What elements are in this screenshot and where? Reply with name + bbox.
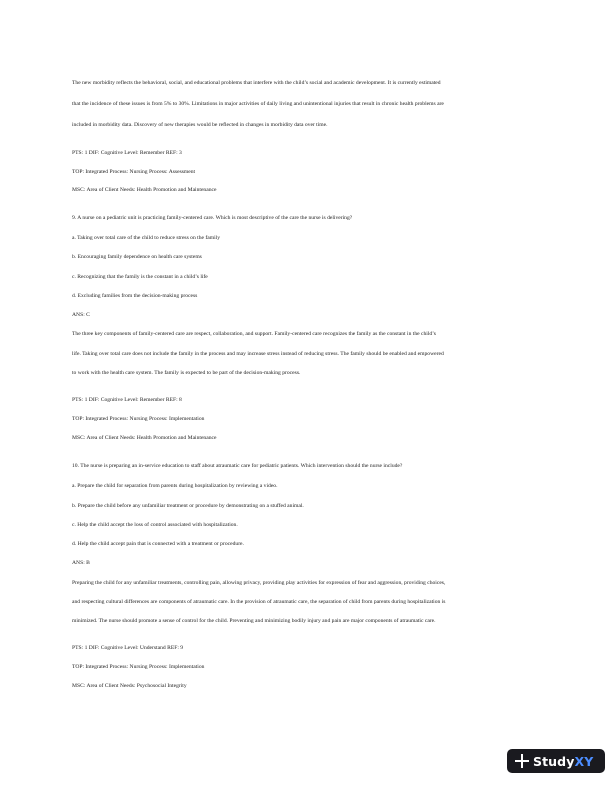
text-line: TOP: Integrated Process: Nursing Process: Implementation [72, 664, 205, 670]
studyxy-badge[interactable] [507, 749, 605, 773]
text-line: TOP: Integrated Process: Nursing Process: Implementation [72, 416, 205, 422]
text-line: MSC: Area of Client Needs: Health Promotion and Maintenance [72, 187, 217, 193]
text-line: to work with the health care system. The family is expected to be part of the decision-making process. [72, 370, 301, 376]
logo-part-study: Study [533, 753, 575, 769]
answer-option: c. Recognizing that the family is the constant in a child’s life [72, 274, 208, 280]
answer-option: d. Excluding families from the decision-making process [72, 293, 198, 299]
text-line: PTS: 1 DIF: Cognitive Level: Remember REF: 3 [72, 150, 182, 156]
text-line: PTS: 1 DIF: Cognitive Level: Remember REF: 8 [72, 397, 182, 403]
question-stem: 9. A nurse on a pediatric unit is practicing family-centered care. Which is most descriptive of the care the nurse is delivering? [72, 215, 353, 221]
answer-option: d. Help the child accept pain that is connected with a treatment or procedure. [72, 541, 244, 547]
logo-part-xy: XY [574, 753, 594, 769]
text-line: Preparing the child for any unfamiliar treatments, controlling pain, allowing privacy, providing play activities for expression of fear and aggression, providing choices, [72, 580, 446, 586]
text-line: The new morbidity reflects the behavioral, social, and educational problems that interfere with the child’s social and academic development. It is currently estimated [72, 80, 441, 86]
text-line: TOP: Integrated Process: Nursing Process: Assessment [72, 169, 196, 175]
studyxy-logo-text [533, 754, 593, 769]
question-stem: 10. The nurse is preparing an in-service education to staff about atraumatic care for pediatric patients. Which intervention should the nurse include? [72, 463, 403, 469]
answer-key: ANS: C [72, 312, 90, 318]
text-line: included in morbidity data. Discovery of new therapies would be reflected in changes in morbidity data over time. [72, 122, 328, 128]
text-line: PTS: 1 DIF: Cognitive Level: Understand REF: 9 [72, 645, 184, 651]
text-line: that the incidence of these issues is from 5% to 30%. Limitations in major activities of daily living and unintentional injuries that result in chronic health problems are [72, 101, 444, 107]
plus-icon [515, 754, 529, 768]
answer-option: a. Taking over total care of the child to reduce stress on the family [72, 235, 220, 241]
answer-option: b. Encouraging family dependence on health care systems [72, 254, 202, 260]
text-line: MSC: Area of Client Needs: Health Promotion and Maintenance [72, 435, 217, 441]
text-line: minimized. The nurse should promote a sense of control for the child. Preventing and minimizing bodily injury and pain are major components of atraumatic care. [72, 618, 436, 624]
text-line: The three key components of family-centered care are respect, collaboration, and support. Family-centered care recognizes the family as the constant in the child’s [72, 331, 436, 337]
text-line: life. Taking over total care does not include the family in the process and may increase stress instead of reducing stress. The family should be enabled and empowered [72, 351, 444, 357]
text-line: and respecting cultural differences are components of atraumatic care. In the provision of atraumatic care, the separation of child from parents during hospitalization is [72, 599, 446, 605]
answer-option: c. Help the child accept the loss of control associated with hospitalization. [72, 522, 238, 528]
answer-option: a. Prepare the child for separation from parents during hospitalization by reviewing a video. [72, 483, 278, 489]
text-line: MSC: Area of Client Needs: Psychosocial Integrity [72, 683, 187, 689]
answer-key: ANS: B [72, 560, 90, 566]
answer-option: b. Prepare the child before any unfamiliar treatment or procedure by demonstrating on a stuffed animal. [72, 503, 304, 509]
